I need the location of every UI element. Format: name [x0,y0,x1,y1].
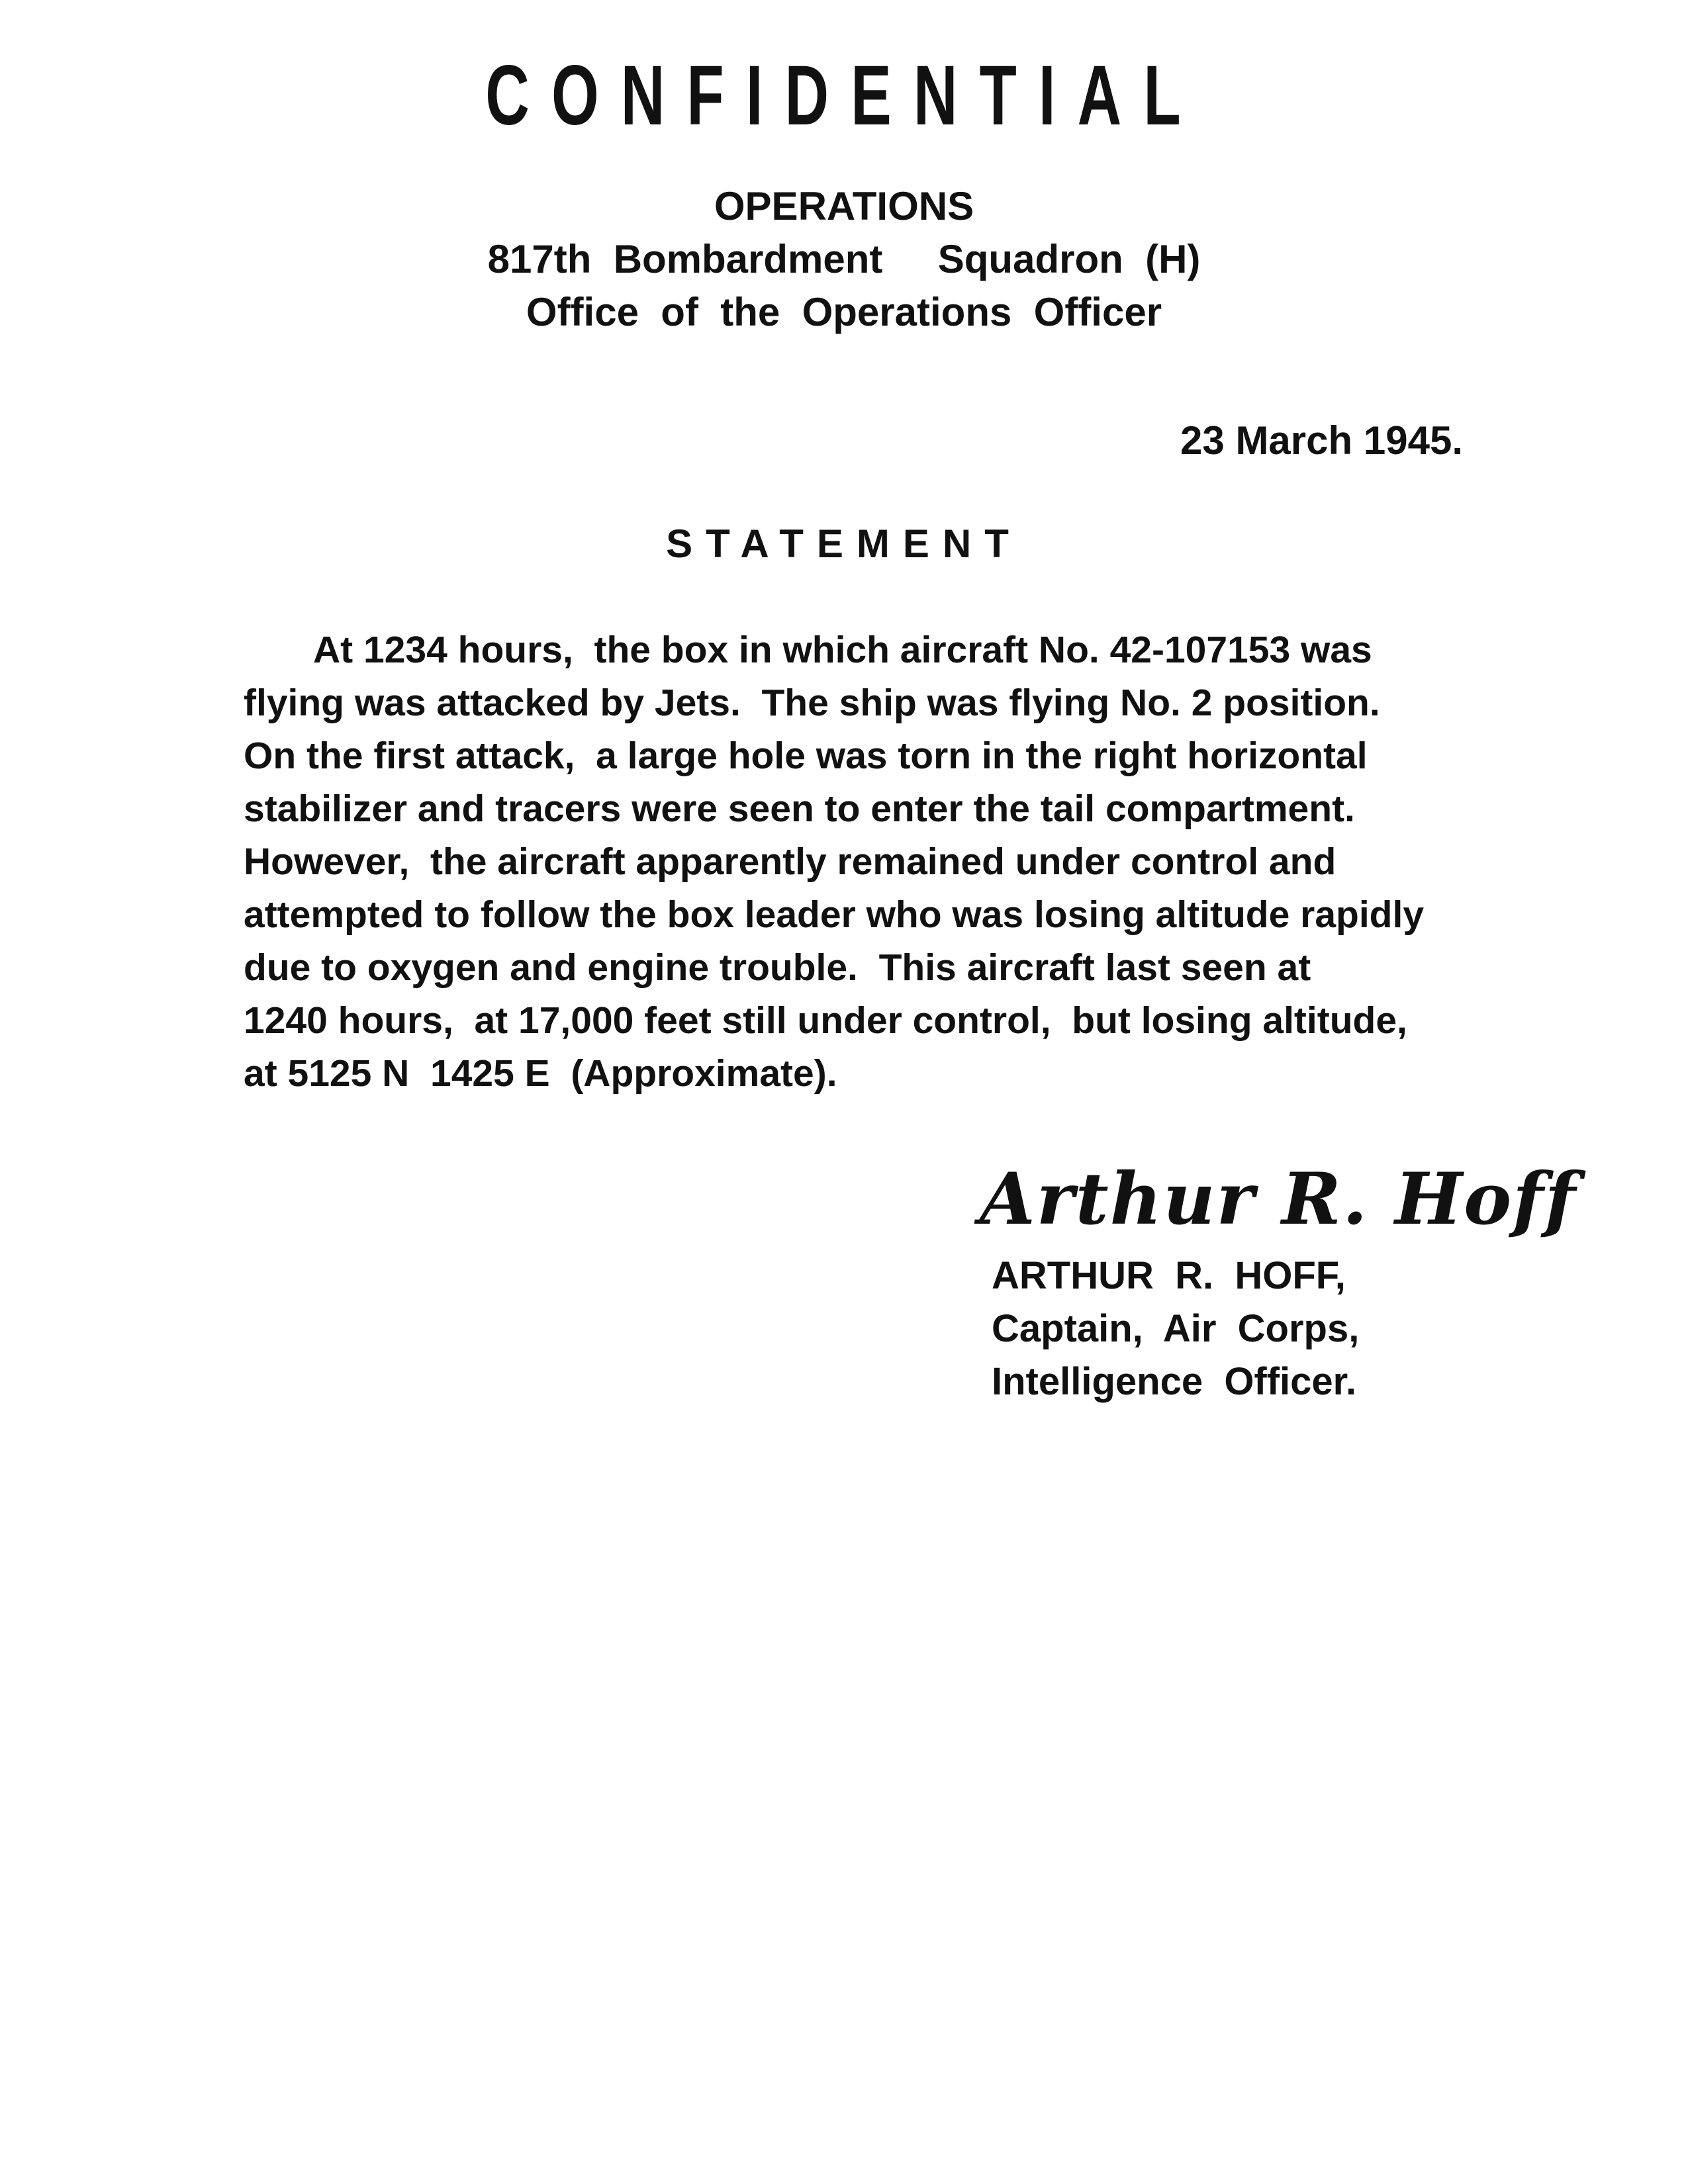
body-line: 1240 hours, at 17,000 feet still under control, but losing altitude, [244,999,1407,1042]
signatory-position: Intelligence Officer. [992,1360,1357,1403]
office-label: Office of the Operations Officer [526,290,1162,334]
body-line: flying was attacked by Jets. The ship was flying No. 2 position. [244,682,1380,724]
signature-block [992,1250,1359,1408]
signatory-name: ARTHUR R. HOFF, [992,1254,1346,1297]
squadron-label: 817th Bombardment Squadron (H) [487,237,1201,281]
body-line: However, the aircraft apparently remained under control and [244,841,1336,883]
body-line: At 1234 hours, the box in which aircraft No. 42-107153 was [313,629,1372,671]
document-title: STATEMENT [666,522,1022,566]
body-line: due to oxygen and engine trouble. This aircraft last seen at [244,946,1311,989]
unit-section-label: OPERATIONS [714,184,974,228]
handwritten-signature: Arthur R. Hoff [980,1158,1577,1241]
signatory-rank: Captain, Air Corps, [992,1307,1360,1350]
document-date: 23 March 1945. [1180,418,1463,463]
body-line: On the first attack, a large hole was torn in the right horizontal [244,735,1368,777]
body-line: at 5125 N 1425 E (Approximate). [244,1052,837,1095]
body-line: stabilizer and tracers were seen to enter the tail compartment. [244,788,1355,830]
statement-body [244,623,1475,1100]
classification-marking: CONFIDENTIAL [485,48,1203,143]
body-line: attempted to follow the box leader who was losing altitude rapidly [244,893,1425,936]
office-heading [0,180,1688,339]
